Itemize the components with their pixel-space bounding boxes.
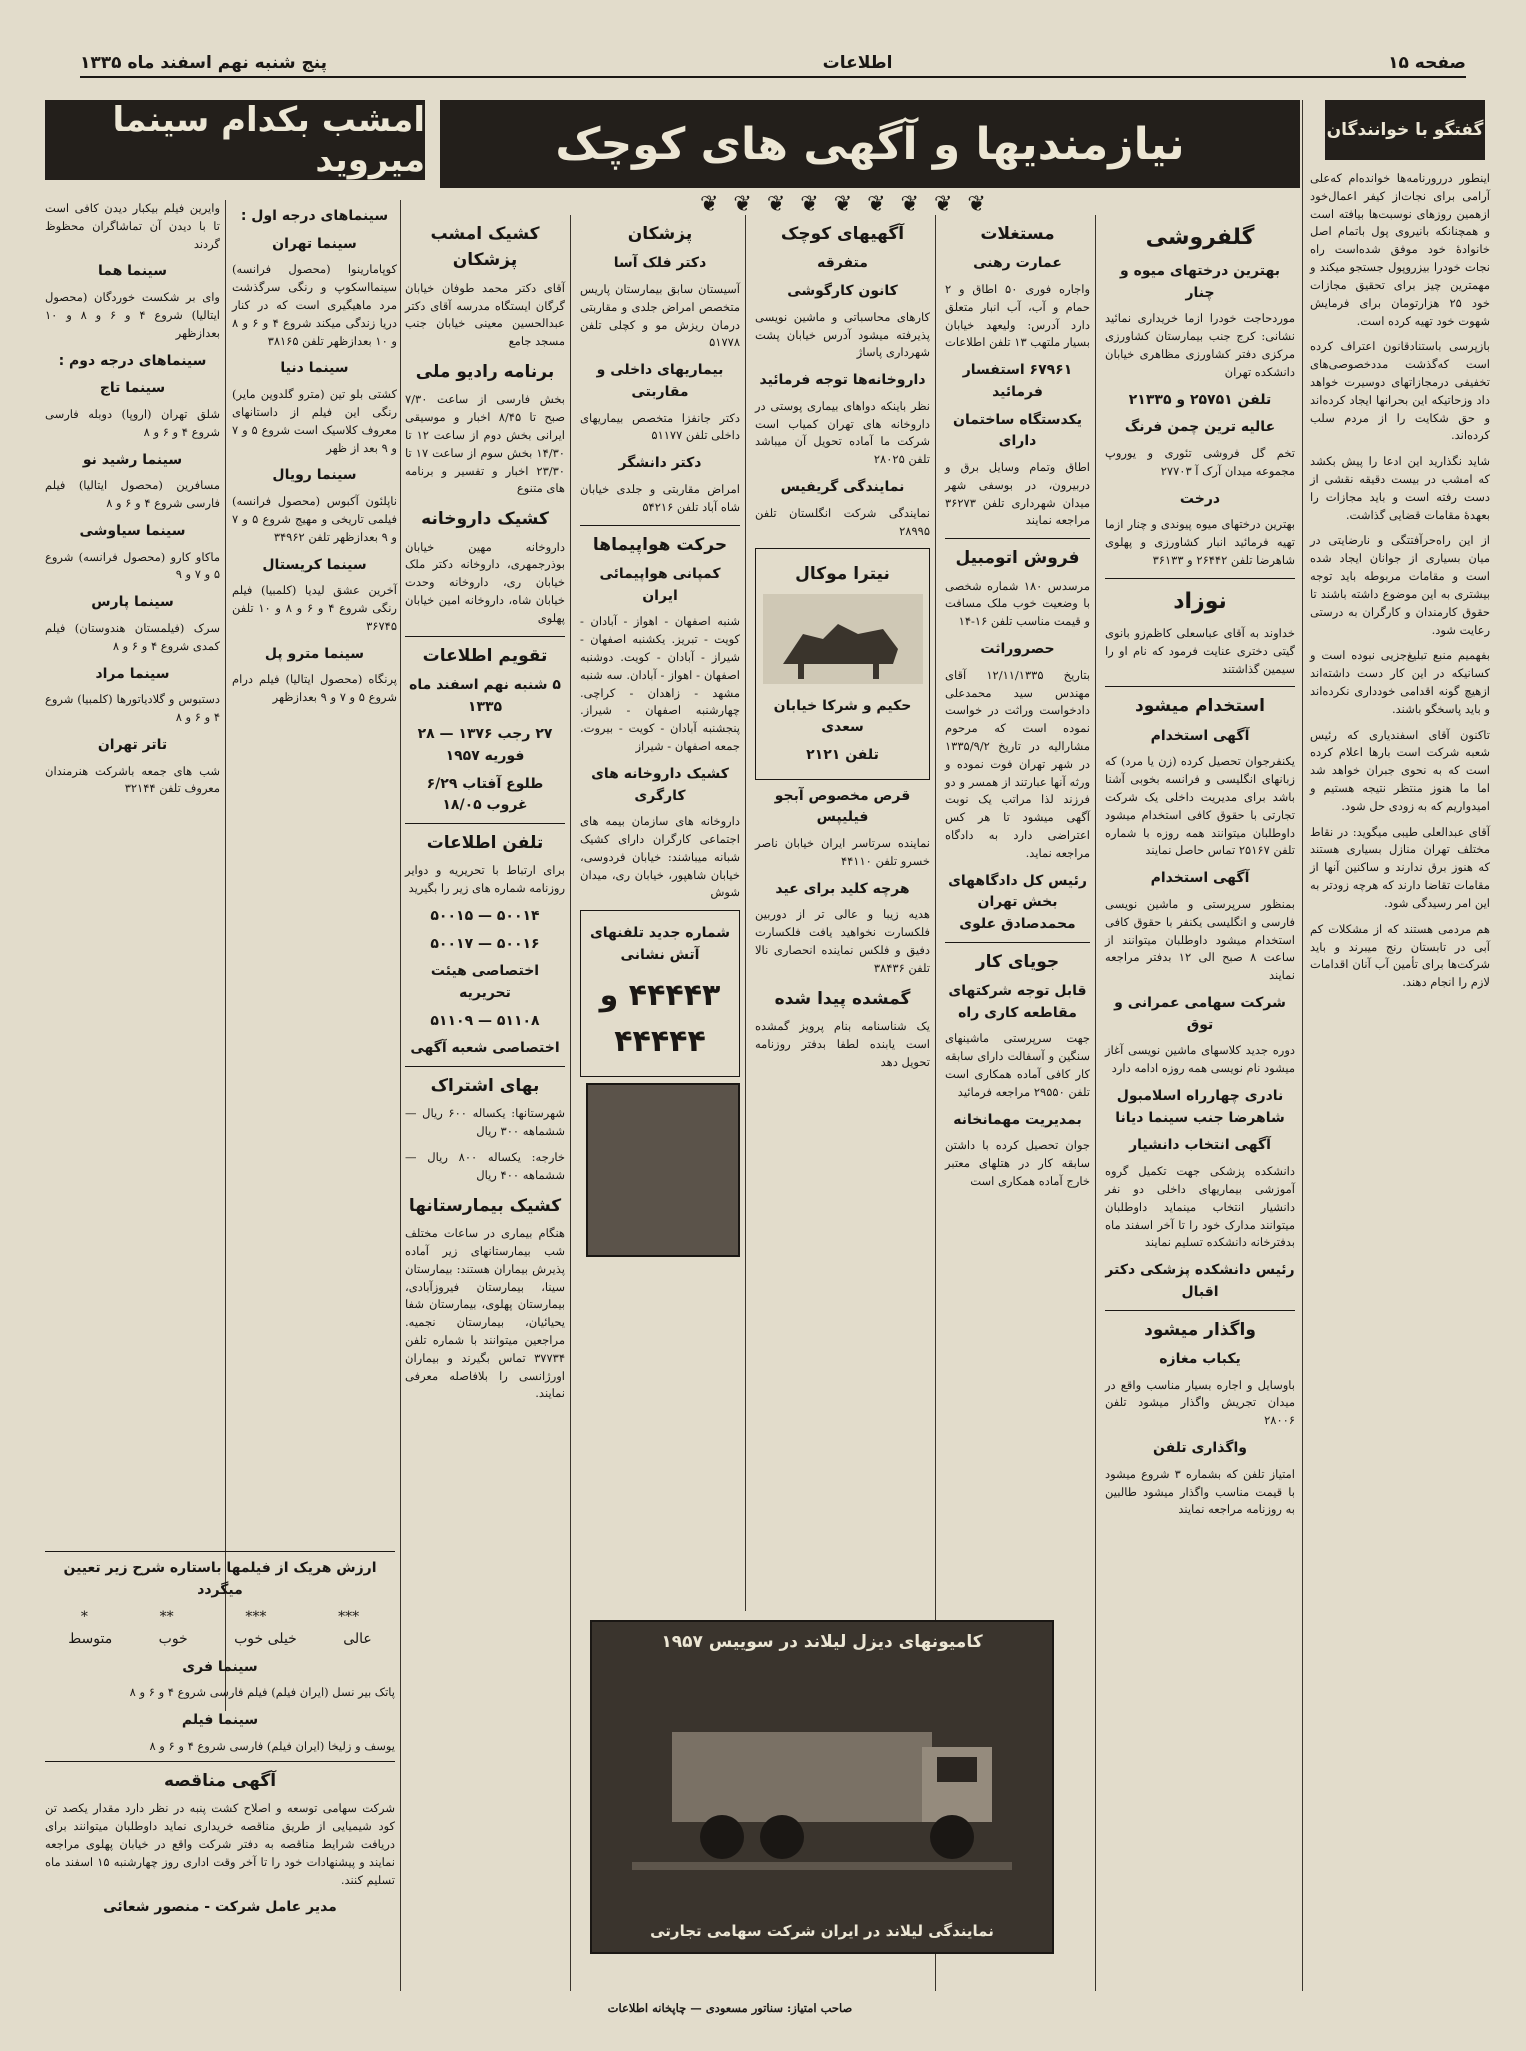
ad-heading: نمایندگی گریفیس: [780, 479, 905, 496]
ad-text: کارهای محاسباتی و ماشین نویسی پذیرفته میشود آدرس خیابان پشت شهرداری پاساژ: [755, 309, 930, 360]
section-title: استخدام میشود: [1135, 696, 1265, 717]
readers-column: [1310, 170, 1490, 1990]
publisher-credit: [405, 2000, 1055, 2030]
medicine-ad: [755, 548, 930, 779]
cinema-name: سینما فری: [182, 1658, 258, 1675]
divider: [405, 823, 565, 824]
cinema-text: کشتی بلو تین (مترو گلدوین مایر) رنگی این فیلم از داستانهای معروف کلاسیک است شروع ۵ و ۷ و ۹ بعد از ظهر: [232, 387, 397, 455]
classifieds-banner-text: نیازمندیها و آگهی های کوچک: [555, 118, 1185, 170]
ad-heading: بیماریهای داخلی و مقاربتی: [596, 362, 724, 400]
ad-heading: شرکت سهامی عمرانی و توق: [1114, 995, 1286, 1033]
cinema-name: سینما رویال: [272, 467, 357, 484]
truck-ad-footer: نمایندگی لیلاند در ایران شرکت سهامی تجارتی: [650, 1922, 994, 1940]
rating-stars: [45, 1607, 395, 1629]
ad-text: خارجه: یکساله ۸۰۰ ریال — ششماهه ۴۰۰ ریال: [405, 1150, 565, 1182]
cinema-text: آخرین عشق لیدیا (کلمبیا) فیلم رنگی شروع ۴ و ۶ و ۸ و ۱۰ تلفن ۳۶۷۴۵: [232, 583, 397, 633]
fire-phone: ۴۴۴۴۳ و ۴۴۴۴۴: [599, 977, 721, 1060]
ad-heading: هرچه کلید برای عید: [775, 880, 910, 897]
page-header: [80, 50, 1466, 78]
ad-text: بخش فارسی از ساعت ۷/۳۰ صبح تا ۸/۴۵ اخبار و موسیقی ایرانی بخش دوم از ساعت ۱۲ تا ۱۴/۳۰ بخش سوم از ساعت ۱۷ تا ۲۳/۳۰ اخبار و تفسیر و برنامه های متنوع: [405, 392, 565, 496]
ad-signature: رئیس دانشکده پزشکی دکتر اقبال: [1105, 1262, 1295, 1300]
ad-text: برای ارتباط با تحریریه و دوایر روزنامه شماره های زیر را بگیرید: [405, 863, 565, 896]
section-title: پزشکان: [627, 224, 693, 244]
ad-text: تخم گل فروشی تئوری و یوروپ مجموعه میدان آرک آ ۲۷۷۰۳: [1105, 446, 1295, 478]
ad-heading: یکباب مغازه: [1159, 1350, 1241, 1367]
divider: [1105, 686, 1295, 687]
services-column: [405, 215, 565, 1995]
column-rule: [1302, 100, 1303, 1991]
rating-title: ارزش هریک از فیلمها باستاره شرح زیر تعیین میگردد: [63, 1560, 377, 1598]
calendar-title: تقویم اطلاعات: [422, 645, 548, 666]
rating-box: [45, 1545, 395, 1753]
cinema-name: سینما کریستال: [262, 556, 367, 573]
ad-text: مرسدس ۱۸۰ شماره شخصی با وضعیت خوب ملک مسافت و قیمت مناسب تلفن ۱۶-۱۴: [945, 578, 1090, 629]
ad-text: داروخانه مهین خیابان بوذرجمهری، داروخانه دکتر ملک خیابان ری، داروخانه وحدت خیابان شاه، داروخانه امین خیابان پهلوی: [405, 539, 565, 625]
stars: ***: [245, 1609, 267, 1626]
divider: [45, 1551, 395, 1552]
ad-text: بتاریخ ۱۲/۱۱/۱۳۳۵ آقای مهندس سید محمدعلی دادخواست وراثت در خواست نموده است که مرحوم مشارالیه در تاریخ ۱۳۳۵/۹/۲ در شهر تهران فوت نموده و ورثه آنها عبارتند از همسر و دو فرزند لذا مراتب یک نوبت آگهی میشود تا هر کس اعتراضی دارد به دادگاه مراجعه نماید.: [945, 667, 1090, 860]
readers-banner-text: گفتگو با خوانندگان: [1326, 120, 1484, 140]
calendar-date: ۲۷ رجب ۱۳۷۶ — ۲۸ فوریه ۱۹۵۷: [417, 726, 553, 764]
stars: *: [80, 1609, 88, 1626]
ad-text: هدیه زیبا و عالی تر از دوربین فلکسارت نخواهید یافت فلکسارت دفیق و فلکس نماینده انحصاری نالا تلفن ۳۸۴۳۶: [755, 907, 930, 975]
ad-phone: تلفن ۲۱۲۱: [806, 746, 879, 763]
cinema-banner: [45, 100, 425, 180]
ad-text: بمنظور سرپرستی و ماشین نویسی فارسی و انگلیسی یکنفر با حقوق کافی استخدام میشود داوطلبان میتوانند از ساعت ۸ صبح الی ۱۲ بدفتر مراجعه نمایند: [1105, 896, 1295, 983]
ad-heading: کانون کارگوشی: [787, 283, 898, 300]
ad-heading: یکدستگاه ساختمان دارای: [953, 411, 1082, 450]
rating-label: متوسط: [68, 1631, 113, 1648]
cinema-text: کوپامارینوا (محصول فرانسه) سینمااسکوپ و رنگی سرگذشت مرد ماهیگیری است که در کنار دریا زندگی میکند شروع ۴ و ۶ و ۸ و ۱۰ بعدازظهر تلفن ۳۸۱۶۵: [232, 262, 397, 348]
section-title: مستغلات: [980, 224, 1055, 244]
cinema-text: مسافرین (محصول ایتالیا) فیلم فارسی شروع ۴ و ۶ و ۸: [45, 478, 220, 511]
ad-text: نمایندگی شرکت انگلستان تلفن ۲۸۹۹۵: [755, 505, 930, 538]
ad-text: دانشکده پزشکی جهت تکمیل گروه آموزشی بیماریهای داخلی دو نفر دانشیار انتخاب مینماید داوطلبان میتوانند مدارک خود را تا آخر اسفند ماه بدفترخانه دانشکده تسلیم نمایند: [1105, 1164, 1295, 1250]
cinema-name: سینما تاج: [99, 380, 166, 397]
ad-text: موردحاجت خودرا ازما خریداری نمائید نشانی: کرج جنب بیمارستان کشاورزی مرکزی دفتر کشاورزی مظاهری خیابان دانشکده تهران: [1105, 311, 1295, 379]
section-title: برنامه رادیو ملی: [415, 361, 555, 382]
ornament-divider: ❦ ❦ ❦ ❦ ❦ ❦ ❦ ❦ ❦: [700, 192, 990, 217]
ad-brand: نیترا موکال: [795, 564, 890, 585]
section-title: جویای کار: [975, 951, 1060, 972]
rating-label: عالی: [343, 1631, 372, 1648]
ad-phone: ۶۷۹۶۱ استفسار فرمائید: [962, 362, 1073, 400]
ad-text: خداوند به آقای عباسعلی کاظم‌زو بانوی گیتی دختری عنایت فرمود که نام او را سیمین گذاشتند: [1105, 625, 1295, 676]
tender-notice: [45, 1755, 395, 1990]
section-title: فروش اتومبیل: [955, 548, 1080, 569]
truck-illustration: [632, 1692, 1012, 1892]
section-title: حرکت هواپیماها: [592, 534, 728, 555]
cinema-text: شلق تهران (اروپا) دوبله فارسی شروع ۴ و ۶ و ۸: [45, 406, 220, 439]
cinema-text: پاتک بیر نسل (ایران فیلم) فیلم فارسی شروع ۴ و ۶ و ۸: [129, 1685, 395, 1700]
readers-paragraph: تاکنون آقای اسفندیاری که رئیس‌ شعبه‌ شرکت است بارها اعلام کرده است که به نحوی جبران خواهد شد اما ما هنوز منتظر نتیجه هستیم و امیدواریم که به زودی حل شود.: [1310, 727, 1490, 813]
cinema-column-right: [232, 200, 397, 1710]
cinema-name: سینما تهران: [272, 235, 357, 252]
rating-labels: [45, 1629, 395, 1651]
section-title: آگهیهای کوچک: [780, 224, 905, 244]
phones-title: تلفن اطلاعات: [426, 833, 544, 854]
ad-heading: داروخانه‌ها توجه فرمائید: [759, 372, 926, 389]
ad-text: اطاق وتمام وسایل برق و دربیرون، در بوسفی شهر میدان شهرداری تلفن ۳۶۲۷۳ مراجعه نمایند: [945, 460, 1090, 528]
issue-date: پنج شنبه نهم اسفند ماه ۱۳۳۵: [80, 53, 328, 73]
readers-banner: [1325, 100, 1485, 160]
readers-paragraph: از این راه‌حرآفتتگی و نارضایتی در میان بسیاری از جوانان ایجاد شده است و مقامات مربوطه باید توجه بیشتری به این موضوع داشته باشند تا حقوق کارمندان و کارگران به درستی رعایت شود.: [1310, 533, 1490, 637]
divider: [580, 525, 740, 526]
doctors-column: [580, 215, 740, 1605]
readers-paragraph: بفهمیم منبع تبلیغ‌جزیی‌ نبوده است و کسانیکه در این کار دست داشته‌اند ازهیچ گونه اقدامی‌ خودداری نکرده‌اند و باید پاسخگو باشند.: [1310, 648, 1490, 716]
cinema-text: یوسف و زلیخا (ایران فیلم) فارسی شروع ۴ و ۶ و ۸: [149, 1738, 395, 1753]
ad-heading: درخت: [1179, 490, 1221, 507]
cinema-class: سینماهای درجه دوم :: [58, 352, 207, 369]
phone-number: ۵۱۱۰۸ — ۵۱۱۰۹: [430, 1012, 540, 1029]
cinema-name: سینما سیاوشی: [79, 522, 186, 539]
ad-signature: مدیر عامل شرکت - منصور شعائی: [103, 1899, 337, 1916]
ad-text: امتیاز تلفن که بشماره ۳ شروع میشود با قیمت مناسب واگذار میشود طالبین به روزنامه مراجعه نمایند: [1105, 1466, 1295, 1517]
ad-text: واجاره فوری ۵۰ اطاق و ۲ حمام و آب، آب انبار متعلق دارد آدرس: ولیعهد خیابان بسیار ملتهب ۱۳ تلفن اطلاعات: [945, 282, 1090, 350]
small-ads-column: [755, 215, 930, 1605]
ad-signature: رئیس کل دادگاههای بخش تهران محمدصادق علوی: [948, 872, 1087, 933]
ad-text: جوان تحصیل کرده با داشتن سابقه کار در هتلهای معتبر خارج آماده همکاری است: [945, 1138, 1090, 1189]
cinema-name: سینما رشید نو: [82, 451, 183, 468]
ad-heading: آگهی استخدام: [1150, 727, 1250, 744]
stars: ***: [338, 1609, 360, 1626]
column-rule: [570, 215, 571, 1991]
real-estate-column: [945, 215, 1090, 1605]
flowers-column: [1105, 215, 1295, 1995]
classifieds-banner: [440, 100, 1300, 188]
paper-name: اطلاعات: [822, 53, 893, 73]
ad-heading: کمپانی هواپیمائی ایران: [599, 565, 721, 604]
ad-heading: شماره جدید تلفنهای آتش نشانی: [589, 925, 731, 963]
cinema-name: سینما مراد: [95, 665, 170, 682]
cinema-text: پرنگاه (محصول ایتالیا) فیلم درام شروع ۵ و ۷ و ۹ بعدازظهر: [232, 672, 397, 705]
ad-text: باوسایل و اجاره بسیار مناسب واقع در میدان تجریش واگذار میشود تلفن ۲۸۰۰۶: [1105, 1377, 1295, 1428]
section-title: کشیک داروخانه: [421, 509, 549, 530]
section-subtitle: متفرقه: [817, 255, 868, 272]
section-title: کشیک امشب پزشکان: [430, 224, 540, 271]
rating-label: خوب: [158, 1631, 188, 1648]
cinema-text: سرک (فیلمستان هندوستان) فیلم کمدی شروع ۴ و ۶ و ۸: [45, 620, 220, 653]
cinema-name: سینما دنیا: [280, 360, 349, 377]
column-rule: [1095, 215, 1096, 1991]
readers-paragraph: بازپرسی باستنادقانون اعتراف کرده است که‌گذشت مددخصوصی‌های تخفیفی درمجازاتهای دوسیرت خواهد داد وزحاتیکه این بحرانها ایجاد کرده‌اند و حق شکایت را از مردم سلب کرده‌اند.: [1310, 339, 1490, 443]
ad-text: امراض مقاربتی و جلدی خیابان شاه آباد تلفن ۵۴۲۱۶: [580, 481, 740, 514]
ad-text: یک شناسنامه بنام پرویز گمشده است یابنده لطفا بدفتر روزنامه تحویل دهد: [755, 1018, 930, 1069]
camel-illustration: [763, 594, 923, 684]
ad-heading: قرص مخصوص آبجو فیلیپس: [774, 787, 911, 826]
lighter-illustration: [586, 1083, 740, 1257]
ad-text: هنگام بیماری در ساعات مختلف شب بیمارستانهای زیر آماده پذیرش بیماران هستند: بیمارستان سینا، بیمارستان فیروزآبادی، بیمارستان پهلوی، بیمارستان شفا یحیائیان، بیمارستان نجمیه. مراجعین میتوانند با شماره تلفن ۳۷۷۳۴ تماس بگیرند و بیماران اورژانسی را بلافاصله معرفی نمایند.: [405, 1226, 565, 1401]
cinema-text: شب های جمعه باشرکت هنرمندان معروف تلفن ۳۲۱۴۴: [45, 763, 220, 796]
column-rule: [745, 215, 746, 1611]
cinema-class: سینماهای درجه اول :: [240, 208, 389, 224]
calendar-date: ۵ شنبه نهم اسفند ماه ۱۳۳۵: [409, 676, 561, 715]
stars: **: [159, 1609, 174, 1626]
cinema-name: سینما هما: [97, 263, 168, 280]
ad-heading: اختصاصی شعبه آگهی: [410, 1040, 560, 1057]
ad-text: آسیستان سابق بیمارستان پاریس متخصص امراض جلدی و مقاربتی درمان ریزش مو و کچلی تلفن ۵۱۷۷۸: [580, 282, 740, 350]
ad-text: شرکت سهامی توسعه و اصلاح کشت پنبه در نظر دارد مقدار یکصد تن کود شیمیایی از طریق مناقصه خریداری نماید داوطلبان میتوانند برای دریافت شرایط مناقصه به دفتر شرکت واقع در خیابان پهلوی مراجعه نمایند و پیشنهادات خود را تا آخر وقت اداری روز چهارشنبه ۱۵ اسفند ماه تسلیم کنند.: [45, 1801, 395, 1887]
section-title: کشیک بیمارستانها: [408, 1195, 562, 1216]
ad-phone: تلفن ۲۵۷۵۱ و ۲۱۳۳۵: [1128, 391, 1272, 408]
rating-label: خیلی خوب: [234, 1631, 297, 1648]
ad-heading: آگهی انتخاب دانشیار: [1129, 1137, 1271, 1154]
ad-text: حکیم و شرکا خیابان سعدی: [773, 697, 912, 736]
cinema-text: وایرین فیلم بیکبار دیدن کافی است تا با دیدن آن تماشاگران محظوظ گردند: [45, 201, 220, 251]
cinema-column-left: [45, 200, 220, 1540]
publisher-credit-text: صاحب امتیاز: سناتور مسعودی — چاپخانه اطلاعات: [607, 2001, 853, 2015]
ad-text: دکتر جانفزا متخصص بیماریهای داخلی تلفن ۵۱۱۷۷: [580, 410, 740, 443]
phone-number: ۵۰۰۱۶ — ۵۰۰۱۷: [430, 935, 540, 952]
ad-text: داروخانه های سازمان بیمه های اجتماعی کارگران دارای کشیک شبانه میباشند: خیابان فردوسی، خیابان شاهپور، خیابان ری، میدان شوش: [580, 814, 740, 900]
calendar-sun: طلوع آفتاب ۶/۲۹ غروب ۱۸/۰۵: [426, 775, 544, 814]
readers-paragraph: هم مردمی هستند که از مشکلات کم آبی در تابستان رنج میبرند و باید شرکت‌ها برای تأمین آب آنان اقدامات لازم را انجام دهند.: [1310, 921, 1490, 990]
cinema-text: ناپلئون آکبوس (محصول فرانسه) فیلمی تاریخی و مهیج شروع ۵ و ۷ و ۹ بعدازظهر تلفن ۳۴۹۶۲: [232, 494, 397, 544]
fire-dept-box: [580, 910, 740, 1076]
ad-heading: حصروراثت: [980, 641, 1055, 658]
divider: [945, 538, 1090, 539]
cinema-text: دستبوس و گلادیاتورها (کلمبیا) شروع ۴ و ۶ و ۸: [45, 692, 220, 724]
cinema-text: وای بر شکست خوردگان (محصول ایتالیا) شروع ۴ و ۶ و ۸ و ۱۰ بعدازظهر: [45, 290, 220, 340]
column-rule: [400, 200, 401, 1991]
ad-heading: کشیک داروخانه های کارگری: [591, 765, 729, 804]
divider: [1105, 578, 1295, 579]
ad-heading: بمدیریت مهمانخانه: [953, 1111, 1082, 1128]
section-title: واگذار میشود: [1144, 1319, 1256, 1340]
divider: [45, 1761, 395, 1762]
section-title: نوزاد: [1173, 588, 1227, 614]
cinema-name: تاتر تهران: [97, 736, 168, 753]
ad-text: نظر باینکه دواهای بیماری پوستی در داروخانه های تهران کمیاب است شرکت ما آماده تحویل آن میباشد تلفن ۲۸۰۲۵: [755, 398, 930, 467]
ad-text: یکنفرجوان تحصیل کرده (زن یا مرد) که زبانهای انگلیسی و فرانسه بخوبی آشنا باشد برای مدیریت داخلی یک شرکت تجارتی با حقوق کافی استخدام میشود داوطلبان میتوانند همه روزه با شماره تلفن ۲۵۱۶۷ تماس حاصل نمایند: [1105, 754, 1295, 858]
divider: [405, 636, 565, 637]
cinema-name: سینما پارس: [91, 594, 174, 611]
ad-text: جهت سرپرستی ماشینهای سنگین و آسفالت دارای سابقه کار کافی آماده همکاری است تلفن ۲۹۵۵۰ مراجعه فرمائید: [945, 1031, 1090, 1099]
divider: [405, 1066, 565, 1067]
ad-heading: بهترین درختهای میوه و چنار: [1120, 263, 1280, 301]
truck-ad-headline: کامیونهای دیزل لیلاند در سوییس ۱۹۵۷: [661, 1632, 983, 1652]
cinema-text: ماکاو کارو (محصول فرانسه) شروع ۵ و ۷ و ۹: [45, 549, 220, 582]
ad-heading: اختصاصی هیئت تحریریه: [430, 963, 540, 1002]
ad-text: آقای دکتر محمد طوفان خیابان گرگان ایستگاه مدرسه آقای دکتر عبدالحسین معینی خیابان جنب مسجد جامع: [405, 280, 565, 349]
page-number: صفحه ۱۵: [1388, 53, 1466, 73]
readers-paragraph: شاید نگذارید این ادعا را پیش بکشد که امشب در بیست دقیقه نقشی از دست رفته است و باید مجازات را بعهدهٔ مقامات قضایی گذاشت.: [1310, 454, 1490, 522]
readers-paragraph: آقای عبدالعلی طیبی میگوید: در نقاط مختلف تهران منازل بسیاری هستند که هنوز برق ندارند و ساکنین آنها از مقامات تقاضا دارند که هرچه زودتر به این امر رسیدگی شود.: [1310, 824, 1490, 910]
readers-paragraph: اینطور دررورنامه‌ها خوانده‌ام که‌علی آرامی برای نجات‌از کیفر اعمال‌خود ازهمین روزهای نوسبت‌ها بیافته است و همچنانکه بانیروی پول باتمام اصل خانوادهٔ خود موفق شده‌است راه نجات خودرا بیزروپول جستجو میکند و مهمترین چیز برای تحقیق مجازات خود ۲۵ هزارتومان برای فرمایش شهوت خود تهیه کرده است.: [1310, 171, 1490, 328]
cinema-name: سینما فیلم: [181, 1712, 259, 1729]
section-title: گلفروشی: [1145, 225, 1255, 250]
cinema-banner-text: امشب بکدام سینما میروید: [112, 100, 425, 180]
ad-heading: واگذاری تلفن: [1153, 1440, 1247, 1456]
ad-heading: آگهی استخدام: [1150, 870, 1250, 887]
section-title: گمشده پیدا شده: [774, 988, 911, 1009]
phone-number: ۵۰۰۱۴ — ۵۰۰۱۵: [430, 908, 540, 924]
ad-heading: عمارت رهنی: [973, 255, 1062, 272]
divider: [1105, 1310, 1295, 1311]
divider: [945, 942, 1090, 943]
section-title: آگهی مناقصه: [163, 1771, 277, 1791]
ad-text: شنبه اصفهان - اهواز - آبادان - کویت - تبریز. یکشنبه اصفهان - شیراز - آبادان - کویت. دوشنبه اصفهان - اهواز - آبادان. سه شنبه مشهد - زاهدان - کراچی. چهارشنبه اصفهان - شیراز. پنجشنبه آبادان - کویت - بیروت. جمعه اصفهان - شیراز: [580, 614, 740, 753]
ad-text: بهترین درختهای میوه پیوندی و چنار ازما تهیه فرمائید انبار کشاورزی و پهلوی شاهرضا تلفن ۲۶۴۴۲ و ۳۶۱۳۳: [1105, 517, 1295, 568]
column-rule: [225, 200, 226, 1711]
ad-text: نماینده سرتاسر ایران خیابان ناصر خسرو تلفن ۴۴۱۱۰: [755, 836, 930, 868]
subscription-title: بهای اشتراک: [430, 1076, 540, 1097]
truck-advertisement: [590, 1620, 1054, 1954]
ad-heading: عالیه ترین چمن فرنگ: [1124, 419, 1276, 436]
ad-text: شهرستانها: یکساله ۶۰۰ ریال — ششماهه ۳۰۰ ریال: [405, 1106, 565, 1139]
ad-text: دوره جدید کلاسهای ماشین نویسی آغاز میشود نام نویسی همه روزه ادامه دارد: [1105, 1043, 1295, 1076]
ad-heading: قابل توجه شرکتهای مقاطعه کاری راه: [948, 983, 1087, 1021]
ad-heading: نادری چهارراه اسلامبول شاهرضا جنب سینما دیانا: [1115, 1088, 1285, 1126]
ad-heading: دکتر دانشگر: [618, 455, 702, 472]
ad-heading: دکتر فلک آسا: [613, 255, 707, 272]
cinema-name: سینما مترو پل: [264, 645, 365, 662]
